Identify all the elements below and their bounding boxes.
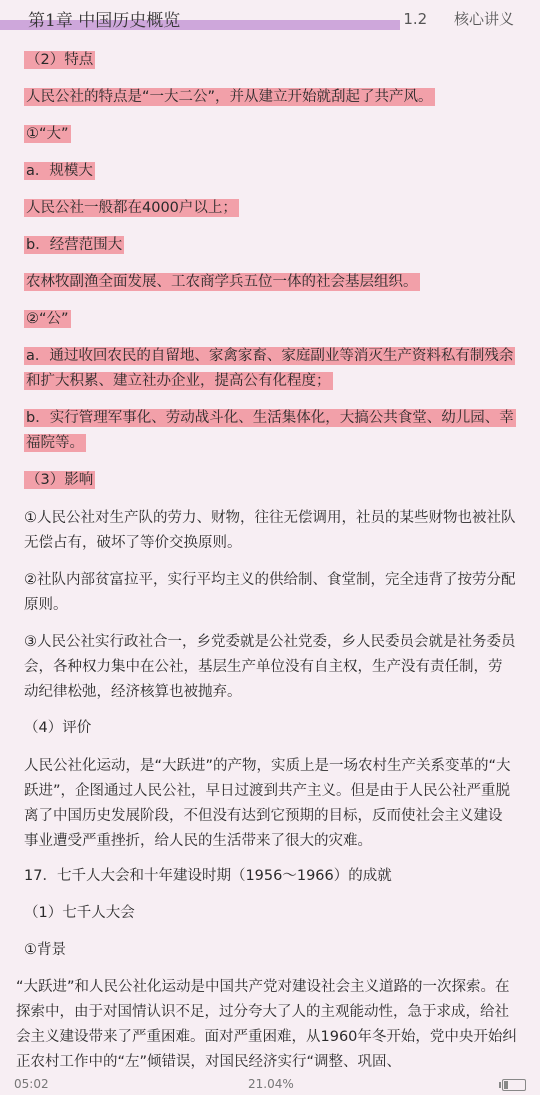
section-heading: 17．七千人大会和十年建设时期（1956～1966）的成就 — [24, 868, 392, 884]
reading-progress: 21.04% — [248, 1077, 294, 1091]
paragraph: 人民公社的特点是“一大二公”，并从建立开始就刮起了共产风。 — [26, 89, 433, 105]
paragraph: 人民公社化运动，是“大跃进”的产物，实质上是一场农村生产关系变革的“大跃进”，企图通过人民公社，早日过渡到共产主义。但是由于人民公社严重脱离了中国历史发展阶段，不但没有达到它预期的目标，反而使社会主义建设事业遭受严重挫折，给人民的生活带来了很大的灾难。 — [24, 758, 511, 849]
paragraph: b．实行管理军事化、劳动战斗化、生活集体化，大搞公共食堂、幼儿园、幸福院等。 — [26, 410, 514, 451]
paragraph: ②社队内部贫富拉平，实行平均主义的供给制、食堂制，完全违背了按劳分配原则。 — [24, 572, 516, 613]
reader-header — [0, 0, 540, 32]
paragraph: （1）七千人大会 — [24, 905, 135, 921]
battery-icon — [502, 1079, 526, 1091]
clock: 05:02 — [14, 1077, 49, 1091]
reader-footer — [0, 1073, 540, 1095]
paragraph: a．规模大 — [26, 163, 93, 179]
paragraph: ①“大” — [26, 126, 69, 142]
paragraph: （3）影响 — [26, 472, 94, 488]
paragraph: a．通过收回农民的自留地、家禽家畜、家庭副业等消灭生产资料私有制残余和扩大积累、建立社办企业，提高公有化程度； — [26, 348, 514, 389]
chapter-title: 第1章 中国历史概览 — [28, 11, 181, 31]
paragraph: ①背景 — [24, 942, 66, 958]
paragraph: b．经营范围大 — [26, 237, 123, 253]
paragraph: ②“公” — [26, 311, 69, 327]
paragraph: 农林牧副渔全面发展、工农商学兵五位一体的社会基层组织。 — [26, 274, 418, 290]
section-number: 1.2 — [403, 10, 428, 28]
paragraph: （2）特点 — [26, 52, 94, 68]
paragraph: ③人民公社实行政社合一，乡党委就是公社党委，乡人民委员会就是社务委员会，各种权力集中在公社，基层生产单位没有自主权，生产没有责任制，劳动纪律松弛，经济核算也被抛弃。 — [24, 634, 516, 700]
section-name: 核心讲义 — [453, 10, 514, 28]
paragraph: “大跃进”和人民公社化运动是中国共产党对建设社会主义道路的一次探索。在探索中，由于对国情认识不足，过分夸大了人的主观能动性，急于求成，给社会主义建设带来了严重困难。面对严重困难，从1960年冬开始，党中央开始纠正农村工作中的“左”倾错误，对国民经济实行“调整、巩固、 — [16, 979, 517, 1070]
paragraph: （4）评价 — [24, 720, 92, 736]
paragraph: ①人民公社对生产队的劳力、财物，往往无偿调用，社员的某些财物也被社队无偿占有，破坏了等价交换原则。 — [24, 510, 516, 551]
paragraph: 人民公社一般都在4000户以上； — [26, 200, 237, 216]
section-label — [403, 8, 514, 29]
